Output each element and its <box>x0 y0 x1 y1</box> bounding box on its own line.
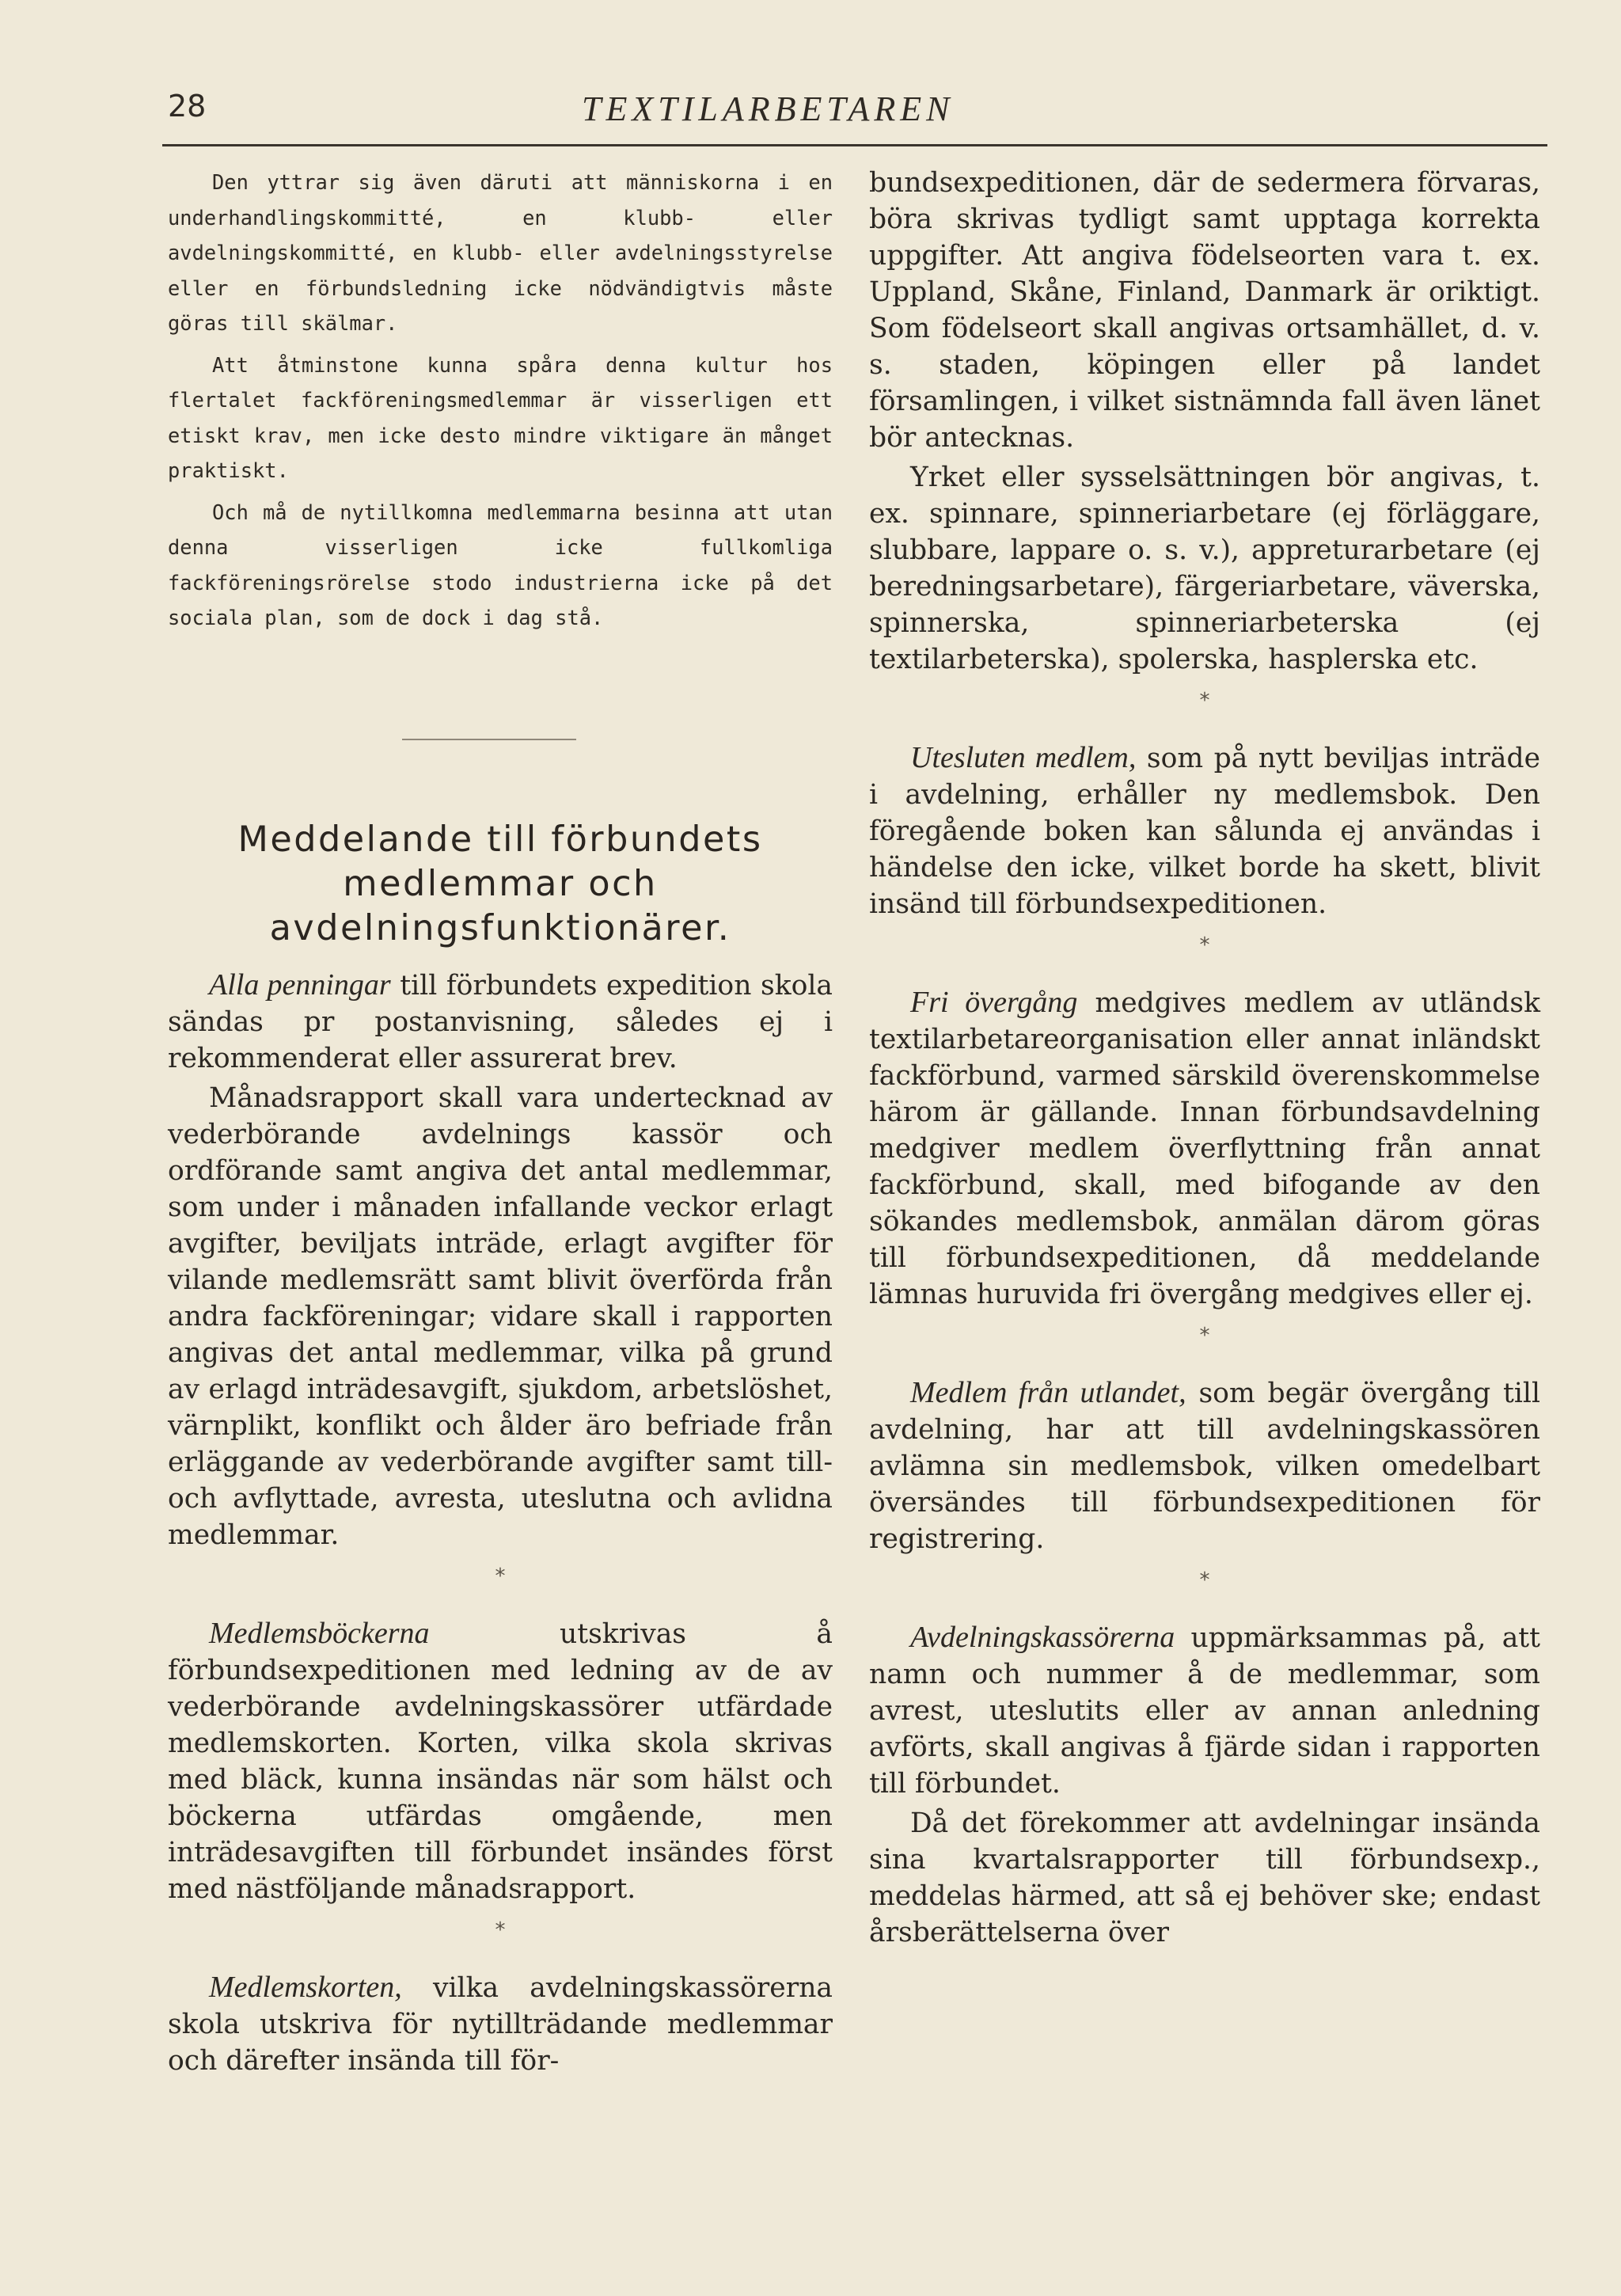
header-rule <box>162 144 1547 146</box>
paragraph-text: till förbundets expedition skola sändas pr postanvisning, således ej i rekommenderat eller assurerat brev. <box>168 969 833 1074</box>
lead-phrase: Medlem från utlandet, <box>910 1376 1186 1409</box>
paragraph-text: uppmärksammas på, att namn och nummer å de medlemmar, som avrest, uteslutits eller av annan anledning avförts, skall angivas å fjärde sidan i rapporten till förbundet. <box>869 1622 1540 1800</box>
paragraph-text: medgives medlem av utländsk textilarbetareorganisation eller annat inländskt fackförbund, varmed särskild överenskommelse härom är gällande. Innan förbundsavdelning medgiver medlem överflyttning från annat fackförbund, skall, med bifogande av den sökandes medlemsbok, anmälan därom göras till förbundsexpeditionen, då meddelande lämnas huruvida fri övergång medgives eller ej. <box>869 987 1541 1310</box>
lead-phrase: Alla penningar <box>209 967 391 1002</box>
paragraph-yrket: Yrket eller sysselsättningen bör angivas, t. ex. spinnare, spinneriarbetare (ej förläggare, slubbare, lappare o. s. v.), appreturarbetare (ej beredningsarbetare), färgeriarbetare, väverska, spinnerska, spinneriarbeterska (ej textilarbeterska), spolerska, hasplerska etc. <box>869 462 1540 675</box>
asterisk-separator: * <box>1199 933 1210 957</box>
asterisk-separator: * <box>1199 1324 1210 1348</box>
paragraph-medlemskorten <box>168 1969 833 2079</box>
running-title: TEXTILARBETAREN <box>582 89 955 128</box>
paragraph-medlem-utlandet <box>869 1374 1540 1557</box>
paragraph-fri-overgang <box>869 984 1540 1313</box>
page-number: 28 <box>168 89 207 124</box>
section-divider <box>402 739 576 740</box>
lead-phrase: Utesluten medlem, <box>910 741 1137 774</box>
paragraph-text: vilka avdelningskassörerna skola utskriva för nytillträdande medlemmar och därefter insända till för- <box>168 1971 833 2077</box>
announcement-body-continued <box>869 165 1540 1951</box>
section-heading: Meddelande till förbundets medlemmar och avdelningsfunktionärer. <box>237 819 763 948</box>
asterisk-separator: * <box>1199 689 1210 713</box>
left-column <box>168 165 833 2082</box>
lead-phrase: Fri övergång <box>910 986 1078 1019</box>
lead-phrase: Avdelningskassörerna <box>910 1621 1175 1654</box>
lead-phrase: Medlemsböckerna <box>209 1616 430 1650</box>
asterisk-separator: * <box>495 1918 506 1942</box>
lead-phrase: Medlemskorten, <box>209 1970 402 2004</box>
paragraph-kvartalsrapporter: Då det förekommer att avdelningar insända sina kvartalsrapporter till förbundsexp., meddelas härmed, att så ej behöver ske; endast årsberättelserna över <box>869 1808 1540 1948</box>
paragraph-manadsrapport: Månadsrapport skall vara undertecknad av vederbörande avdelnings kassör och ordförande samt angiva det antal medlemmar, som under i månaden infallande veckor erlagt avgifter, beviljats inträde, erlagt avgifter för vilande medlemsrätt samt blivit överförda från andra fackföreningar; vidare skall i rapporten angivas det antal medlemmar, vilka på grund av erlagd inträdesavgift, sjukdom, arbetslöshet, värnplikt, konflikt och ålder äro befriade från erläggande av vederbörande avgifter samt till- och avflyttade, avresta, uteslutna och avlidna medlemmar. <box>168 1081 833 1551</box>
paragraph-kassorerna <box>869 1619 1540 1802</box>
intro-paragraph: Och må de nytillkomna medlemmarna besinna att utan denna visserligen icke fullkomliga fackföreningsrörelse stodo industrierna icke på det sociala plan, som de dock i dag stå. <box>168 500 833 629</box>
paragraph-text: som på nytt beviljas inträde i avdelning, erhåller ny medlemsbok. Den föregående boken kan sålunda ej användas i händelse den icke, vilket borde ha skett, blivit insänd till förbundsexpeditionen. <box>869 743 1540 920</box>
paragraph-text: som begär övergång till avdelning, har att till avdelningskassören avlämna sin medlemsbok, vilken omedelbart översändes till förbundsexpeditionen för registrering. <box>869 1378 1541 1555</box>
paragraph-utesluten <box>869 739 1540 922</box>
asterisk-separator: * <box>1199 1568 1210 1592</box>
intro-paragraph: Den yttrar sig även däruti att människorna i en underhandlingskommitté, en klubb- eller avdelningskommitté, en klubb- eller avdelningsstyrelse eller en förbundsledning icke nödvändigtvis måste göras till skälmar. <box>168 170 833 335</box>
right-column <box>869 165 1540 1954</box>
paragraph-penningar <box>168 967 833 1077</box>
asterisk-separator: * <box>495 1564 506 1588</box>
paragraph-medlemsbockerna <box>168 1615 833 1907</box>
intro-paragraph: Att åtminstone kunna spåra denna kultur hos flertalet fackföreningsmedlemmar är visserligen ett etiskt krav, men icke desto mindre viktigare än månget praktiskt. <box>168 352 833 482</box>
intro-text <box>168 165 833 636</box>
announcement-body <box>168 967 833 2079</box>
paragraph-continuation: bundsexpeditionen, där de sedermera förvaras, böra skrivas tydligt samt upptaga korrekta uppgifter. Att angiva födelseorten vara t. ex. Uppland, Skåne, Finland, Danmark är oriktigt. Som födelseort skall angivas ortsamhället, d. v. s. staden, köpingen eller på landet församlingen, i vilket sistnämnda fall även länet bör antecknas. <box>869 167 1540 454</box>
paragraph-text: utskrivas å förbundsexpeditionen med ledning av de av vederbörande avdelningskassörer utfärdade medlemskorten. Korten, vilka skola skrivas med bläck, kunna insändas när som hälst och böckerna utfärdas omgående, men inträdesavgiften till förbundet insändes först med nästföljande månadsrapport. <box>168 1617 833 1905</box>
